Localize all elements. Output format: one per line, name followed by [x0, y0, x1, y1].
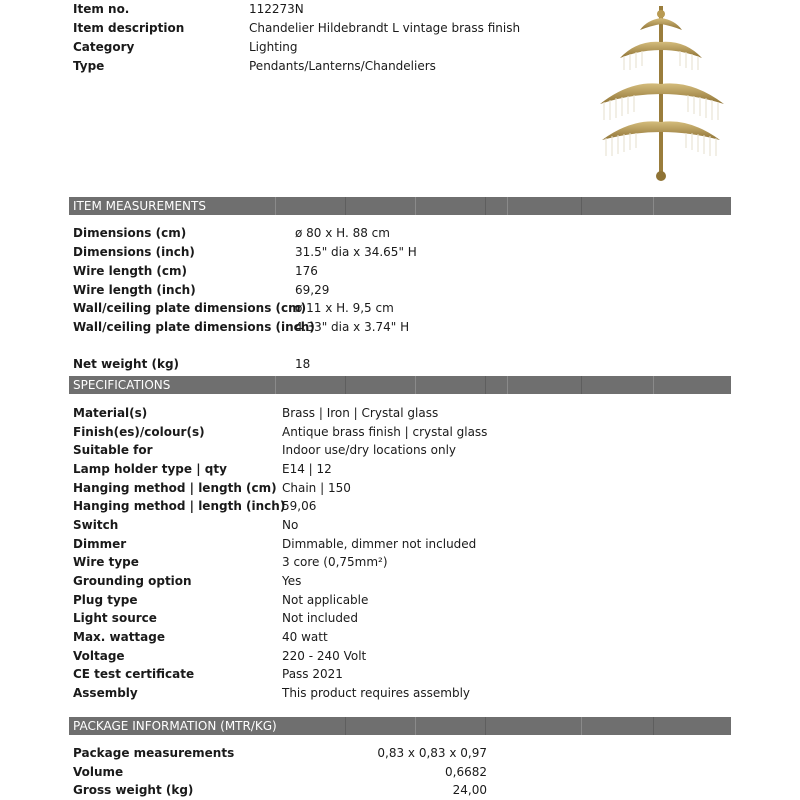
row-label: Max. wattage — [73, 630, 165, 644]
table-row — [73, 441, 733, 460]
row-label: Suitable for — [73, 443, 153, 457]
row-label: Wall/ceiling plate dimensions (cm) — [73, 301, 307, 315]
row-label: Package measurements — [73, 746, 235, 760]
info-value: Lighting — [249, 40, 298, 54]
section-header-package — [69, 717, 731, 735]
row-value: Pass 2021 — [282, 667, 343, 681]
table-row — [73, 281, 733, 300]
table-row — [73, 781, 733, 800]
table-row — [73, 479, 733, 498]
info-value: Pendants/Lanterns/Chandeliers — [249, 59, 436, 73]
row-value: ø 80 x H. 88 cm — [295, 226, 390, 240]
row-value: Not applicable — [282, 593, 369, 607]
info-label: Item description — [73, 21, 185, 35]
row-value: Brass | Iron | Crystal glass — [282, 406, 439, 420]
row-value: Antique brass finish | crystal glass — [282, 425, 488, 439]
row-label: Plug type — [73, 593, 138, 607]
row-value: E14 | 12 — [282, 462, 332, 476]
table-row — [73, 744, 733, 763]
table-row — [73, 628, 733, 647]
row-label: Wall/ceiling plate dimensions (inch) — [73, 320, 315, 334]
section-title: SPECIFICATIONS — [73, 378, 171, 392]
row-value: 3 core (0,75mm²) — [282, 555, 388, 569]
row-value: 18 — [295, 357, 311, 371]
header-divider — [415, 376, 416, 394]
header-divider — [653, 376, 654, 394]
header-divider — [415, 717, 416, 735]
table-row — [73, 763, 733, 782]
table-row — [73, 318, 733, 337]
row-value: 69,29 — [295, 283, 330, 297]
row-value: No — [282, 518, 299, 532]
table-row — [73, 224, 733, 243]
table-row — [73, 647, 733, 666]
table-row — [73, 299, 733, 318]
row-value: 176 — [295, 264, 318, 278]
chandelier-image — [592, 0, 732, 185]
row-value: This product requires assembly — [282, 686, 471, 700]
table-row — [73, 404, 733, 423]
row-label: Voltage — [73, 649, 125, 663]
row-value: Not included — [282, 611, 358, 625]
row-label: Gross weight (kg) — [73, 783, 194, 797]
row-label: Dimensions (inch) — [73, 245, 195, 259]
info-value: 112273N — [249, 2, 304, 16]
header-divider — [653, 197, 654, 215]
table-row-net-weight — [73, 355, 733, 374]
row-label: Switch — [73, 518, 119, 532]
row-label: Net weight (kg) — [73, 357, 180, 371]
row-value: 0,83 x 0,83 x 0,97 — [377, 746, 487, 760]
row-label: Hanging method | length (cm) — [73, 481, 277, 495]
row-label: Light source — [73, 611, 157, 625]
table-row — [73, 243, 733, 262]
header-divider — [653, 717, 654, 735]
table-row — [73, 591, 733, 610]
row-label: Finish(es)/colour(s) — [73, 425, 205, 439]
table-row — [73, 460, 733, 479]
table-row — [73, 665, 733, 684]
row-label: Material(s) — [73, 406, 148, 420]
header-divider — [275, 197, 276, 215]
info-label: Category — [73, 40, 135, 54]
row-label: Hanging method | length (inch) — [73, 499, 286, 513]
chandelier-illustration — [592, 0, 732, 185]
row-label: Dimmer — [73, 537, 127, 551]
table-row — [73, 423, 733, 442]
row-value: Dimmable, dimmer not included — [282, 537, 477, 551]
table-row — [73, 516, 733, 535]
table-row — [73, 497, 733, 516]
row-label: Wire length (cm) — [73, 264, 188, 278]
table-row — [73, 262, 733, 281]
row-value: Chain | 150 — [282, 481, 351, 495]
row-value: Indoor use/dry locations only — [282, 443, 457, 457]
row-label: CE test certificate — [73, 667, 195, 681]
row-value: Yes — [282, 574, 302, 588]
section-title: ITEM MEASUREMENTS — [73, 199, 206, 213]
header-divider — [485, 376, 486, 394]
header-divider — [485, 717, 486, 735]
header-divider — [581, 717, 582, 735]
row-label: Dimensions (cm) — [73, 226, 187, 240]
row-label: Wire type — [73, 555, 139, 569]
row-value: ø 11 x H. 9,5 cm — [295, 301, 394, 315]
info-value: Chandelier Hildebrandt L vintage brass finish — [249, 21, 521, 35]
table-row — [73, 553, 733, 572]
row-label: Assembly — [73, 686, 138, 700]
row-value: 0,6682 — [445, 765, 487, 779]
header-divider — [345, 376, 346, 394]
header-divider — [507, 376, 508, 394]
header-divider — [485, 197, 486, 215]
header-divider — [415, 197, 416, 215]
row-value: 4.33" dia x 3.74" H — [295, 320, 410, 334]
header-divider — [581, 376, 582, 394]
header-divider — [275, 376, 276, 394]
row-label: Lamp holder type | qty — [73, 462, 227, 476]
header-divider — [345, 717, 346, 735]
header-divider — [507, 197, 508, 215]
row-value: 31.5" dia x 34.65" H — [295, 245, 417, 259]
row-label: Grounding option — [73, 574, 192, 588]
header-divider — [581, 197, 582, 215]
table-row — [73, 684, 733, 703]
table-row — [73, 572, 733, 591]
row-value: 59,06 — [282, 499, 317, 513]
section-title: PACKAGE INFORMATION (MTR/KG) — [73, 719, 277, 733]
row-label: Wire length (inch) — [73, 283, 196, 297]
info-label: Item no. — [73, 2, 130, 16]
row-value: 40 watt — [282, 630, 328, 644]
table-row — [73, 609, 733, 628]
row-value: 24,00 — [452, 783, 487, 797]
section-header-specifications — [69, 376, 731, 394]
row-value: 220 - 240 Volt — [282, 649, 367, 663]
info-label: Type — [73, 59, 105, 73]
section-header-measurements — [69, 197, 731, 215]
table-row — [73, 535, 733, 554]
row-label: Volume — [73, 765, 124, 779]
header-divider — [345, 197, 346, 215]
